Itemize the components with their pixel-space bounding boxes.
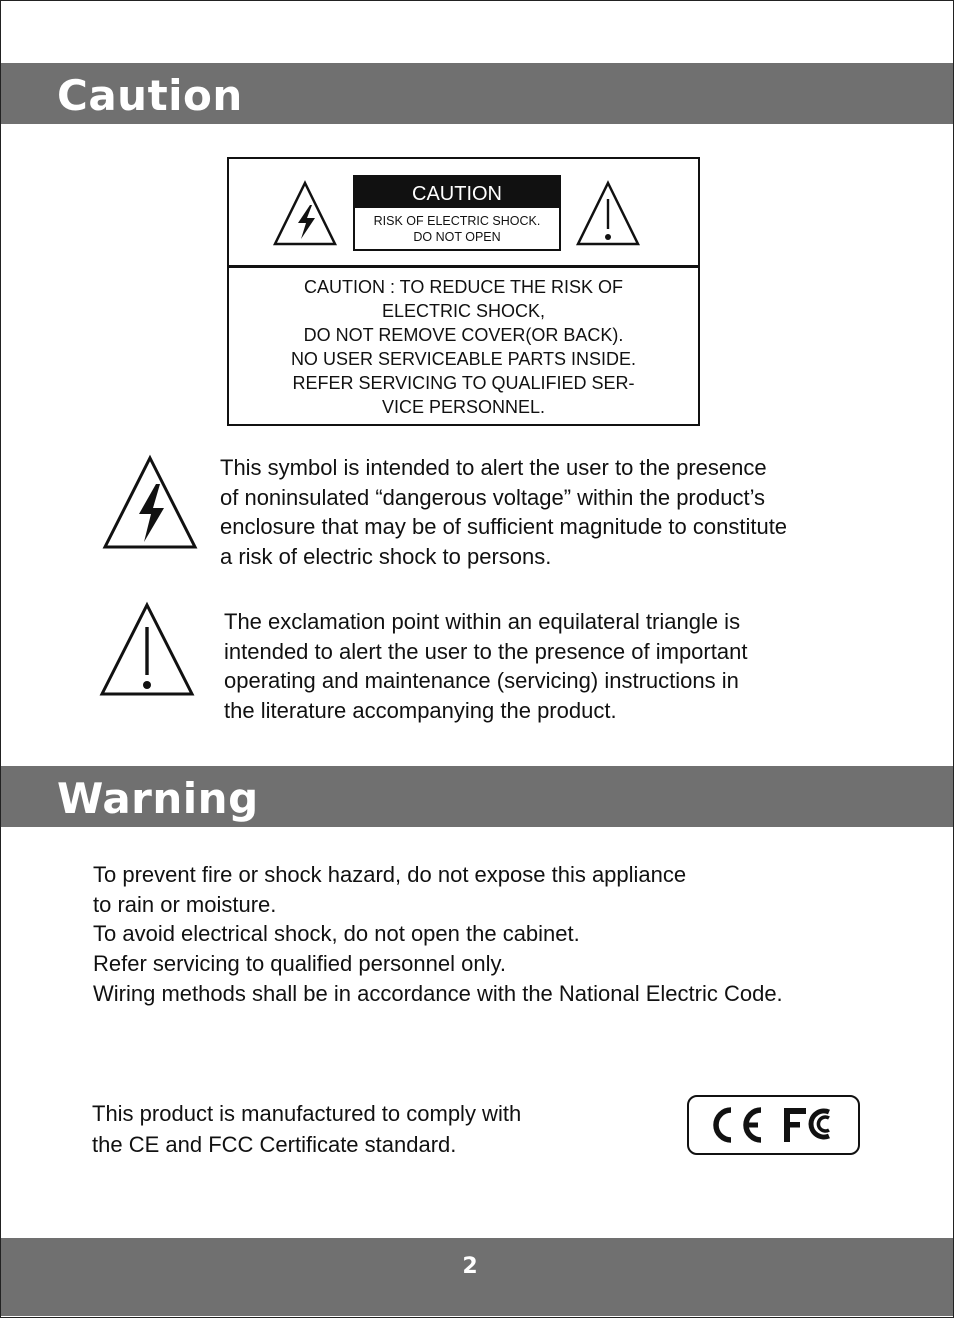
lightning-triangle-icon [271,179,339,247]
caution-instructions [229,275,698,419]
caution-label-box [227,157,700,426]
exclamation-triangle-icon [574,179,642,247]
compliance-line: the CE and FCC Certificate standard. [92,1131,457,1157]
caution-text-line: CAUTION : TO REDUCE THE RISK OF [303,277,624,297]
compliance-line: This product is manufactured to comply with [92,1101,522,1126]
certification-logos [687,1095,860,1155]
caution-text-line: NO USER SERVICEABLE PARTS INSIDE. [290,349,637,369]
compliance-statement [92,1099,521,1160]
caution-sticker-text [355,208,559,245]
page-number: 2 [462,1254,478,1279]
fcc-mark-icon [784,1108,829,1142]
description-line: This symbol is intended to alert the user to the presence [220,455,767,480]
description-line: of noninsulated “dangerous voltage” within the product’s [220,484,766,510]
caution-sticker [353,175,561,251]
description-line: The exclamation point within an equilateral triangle is [224,609,741,634]
caution-sticker-line2: DO NOT OPEN [413,230,501,244]
exclamation-symbol-description [224,607,747,725]
warning-text-line: To avoid electrical shock, do not open the cabinet. [93,921,580,947]
caution-text-line: REFER SERVICING TO QUALIFIED SER- [292,373,635,393]
warning-text-line: Refer servicing to qualified personnel only. [93,951,506,977]
exclamation-triangle-icon [99,601,195,697]
caution-text-line: ELECTRIC SHOCK, [381,301,546,321]
lightning-triangle-icon [102,454,198,550]
warning-text-line: Wiring methods shall be in accordance with the National Electric Code. [93,980,783,1006]
caution-sticker-line1: RISK OF ELECTRIC SHOCK. [373,214,541,228]
warning-text-line: to rain or moisture. [93,891,277,917]
caution-box-divider [229,265,698,268]
page-footer [1,1238,953,1316]
warning-text-line: To prevent fire or shock hazard, do not expose this appliance [93,862,687,887]
certification-logos-graphic [689,1097,858,1153]
description-line: a risk of electric shock to persons. [220,543,552,569]
ce-mark-icon [716,1110,761,1140]
warning-section-header [1,766,953,827]
description-line: operating and maintenance (servicing) instructions in [224,668,739,693]
caution-text-line: VICE PERSONNEL. [381,397,546,417]
caution-section-title: Caution [57,71,243,120]
lightning-symbol-description [220,453,787,571]
description-line: enclosure that may be of sufficient magnitude to constitute [220,514,788,539]
warning-section-title: Warning [57,774,259,823]
warning-instructions [93,860,783,1009]
caution-section-header [1,63,953,124]
description-line: intended to alert the user to the presence of important [224,638,748,664]
caution-text-line: DO NOT REMOVE COVER(OR BACK). [303,325,624,345]
caution-sticker-heading: CAUTION [355,177,559,208]
description-line: the literature accompanying the product. [224,697,617,723]
